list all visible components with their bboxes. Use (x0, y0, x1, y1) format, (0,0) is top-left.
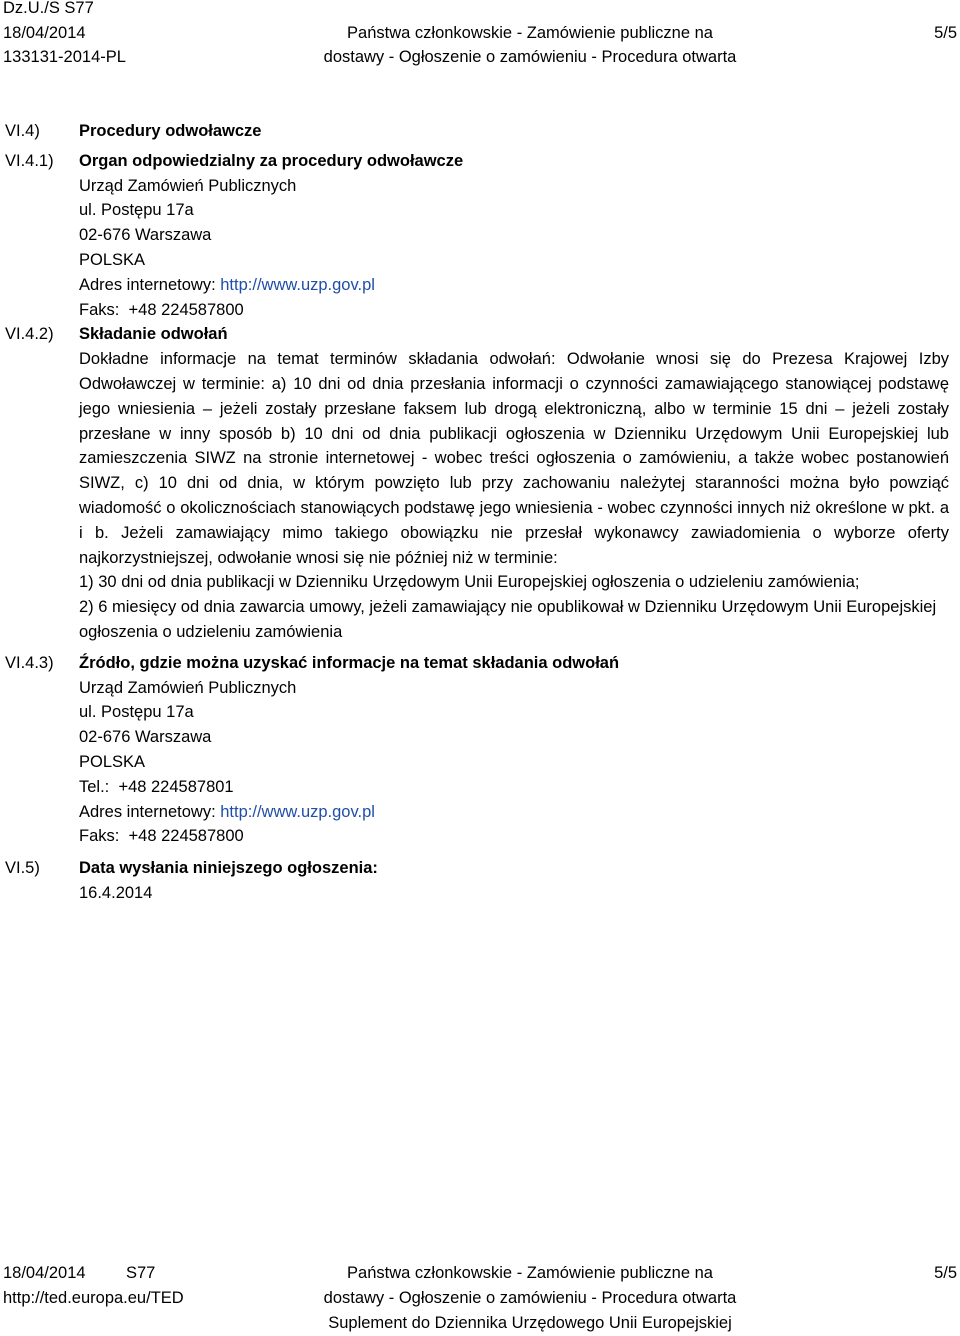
footer-series: S77 (126, 1264, 156, 1282)
country: POLSKA (79, 250, 146, 269)
street-address: ul. Postępu 17a (79, 703, 194, 722)
street-address: ul. Postępu 17a (79, 201, 194, 220)
appeal-details-text: Dokładne informacje na temat terminów składania odwołań: Odwołanie wnosi się do Prezesa Krajowej Izby Odwoławczej w terminie: a) 10 dni od dnia przesłania informacji o czynności zamawiającego stanowiącej podstawę jego wniesienia – jeżeli zostały przesłane faksem lub drogą elektroniczną, albo w terminie 15 dni – jeżeli zostały przesłane w inny sposób b) 10 dni od dnia publikacji ogłoszenia w Dzienniku Urzędowym Unii Europejskiej lub zamieszczenia SIWZ na stronie internetowej - wobec treści ogłoszenia o zamówieniu, a także wobec postanowień SIWZ, c) 10 dni od dnia, w którym powzięto lub przy zachowaniu należytej staranności można było powziąć wiadomość o okolicznościach stanowiących podstawę jego wniesienia - wobec czynności innych niż określone w pkt. a i b. Jeżeli zamawiający mimo takiego obowiązku nie przesłał wykonawcy zawiadomienia o wyborze oferty najkorzystniejszej, odwołanie wnosi się nie później niż w terminie: (79, 350, 949, 567)
footer-title-line1: Państwa członkowskie - Zamówienie publiczne na (347, 1264, 713, 1282)
header-journal: Dz.U./S S77 (3, 0, 94, 17)
section-title: Data wysłania niniejszego ogłoszenia: (79, 859, 378, 878)
section-vi42 (0, 322, 960, 644)
section-title: Składanie odwołań (79, 325, 228, 344)
header-date: 18/04/2014 (3, 24, 86, 42)
phone-line (79, 775, 949, 800)
section-title: Procedury odwoławcze (79, 122, 262, 140)
document-body (0, 119, 960, 906)
fax-number: +48 224587800 (128, 300, 244, 319)
phone-label: Tel.: (79, 777, 110, 796)
section-number: VI.4.2) (5, 325, 54, 344)
appeal-deadline-item-2: 2) 6 miesięcy od dnia zawarcia umowy, jeżeli zamawiający nie opublikował w Dzienniku Urzędowym Unii Europejskiej ogłoszenia o udzieleniu zamówienia (79, 598, 937, 641)
web-address-link[interactable]: http://www.uzp.gov.pl (220, 275, 375, 294)
section-vi4 (0, 119, 960, 144)
fax-label: Faks: (79, 300, 120, 319)
section-number: VI.4.1) (5, 151, 54, 170)
section-vi41 (0, 149, 960, 323)
footer-url: http://ted.europa.eu/TED (3, 1289, 184, 1307)
organisation-name: Urząd Zamówień Publicznych (79, 678, 297, 697)
header-title-line2: dostawy - Ogłoszenie o zamówieniu - Procedura otwarta (323, 48, 737, 66)
fax-number: +48 224587800 (128, 827, 244, 846)
section-number: VI.5) (5, 859, 40, 878)
web-address-line (79, 800, 949, 825)
section-number: VI.4) (5, 122, 40, 140)
fax-line (79, 298, 949, 323)
section-title: Źródło, gdzie można uzyskać informacje na temat składania odwołań (79, 653, 620, 672)
fax-label: Faks: (79, 827, 120, 846)
header-title-line1: Państwa członkowskie - Zamówienie publiczne na (347, 24, 713, 42)
header-doc-id: 133131-2014-PL (3, 48, 126, 66)
header-page-number: 5/5 (934, 24, 957, 42)
dispatch-date: 16.4.2014 (79, 883, 153, 902)
footer-title-line2: dostawy - Ogłoszenie o zamówieniu - Procedura otwarta (323, 1289, 737, 1307)
section-number: VI.4.3) (5, 653, 54, 672)
web-address-link[interactable]: http://www.uzp.gov.pl (220, 802, 375, 821)
postal-city: 02-676 Warszawa (79, 728, 212, 747)
country: POLSKA (79, 752, 146, 771)
section-vi43 (0, 651, 960, 849)
fax-line (79, 824, 949, 849)
appeal-deadline-item-1: 1) 30 dni od dnia publikacji w Dzienniku Urzędowym Unii Europejskiej ogłoszenia o udzieleniu zamówienia; (79, 573, 860, 592)
phone-number: +48 224587801 (118, 777, 234, 796)
section-vi5 (0, 856, 960, 906)
footer-page-number: 5/5 (934, 1264, 957, 1282)
postal-city: 02-676 Warszawa (79, 226, 212, 245)
footer-date: 18/04/2014 (3, 1264, 86, 1282)
section-title: Organ odpowiedzialny za procedury odwoławcze (79, 151, 464, 170)
web-address-label: Adres internetowy: (79, 802, 216, 821)
footer-title-line3: Suplement do Dziennika Urzędowego Unii Europejskiej (328, 1314, 732, 1332)
web-address-label: Adres internetowy: (79, 275, 216, 294)
web-address-line (79, 273, 949, 298)
organisation-name: Urząd Zamówień Publicznych (79, 176, 297, 195)
